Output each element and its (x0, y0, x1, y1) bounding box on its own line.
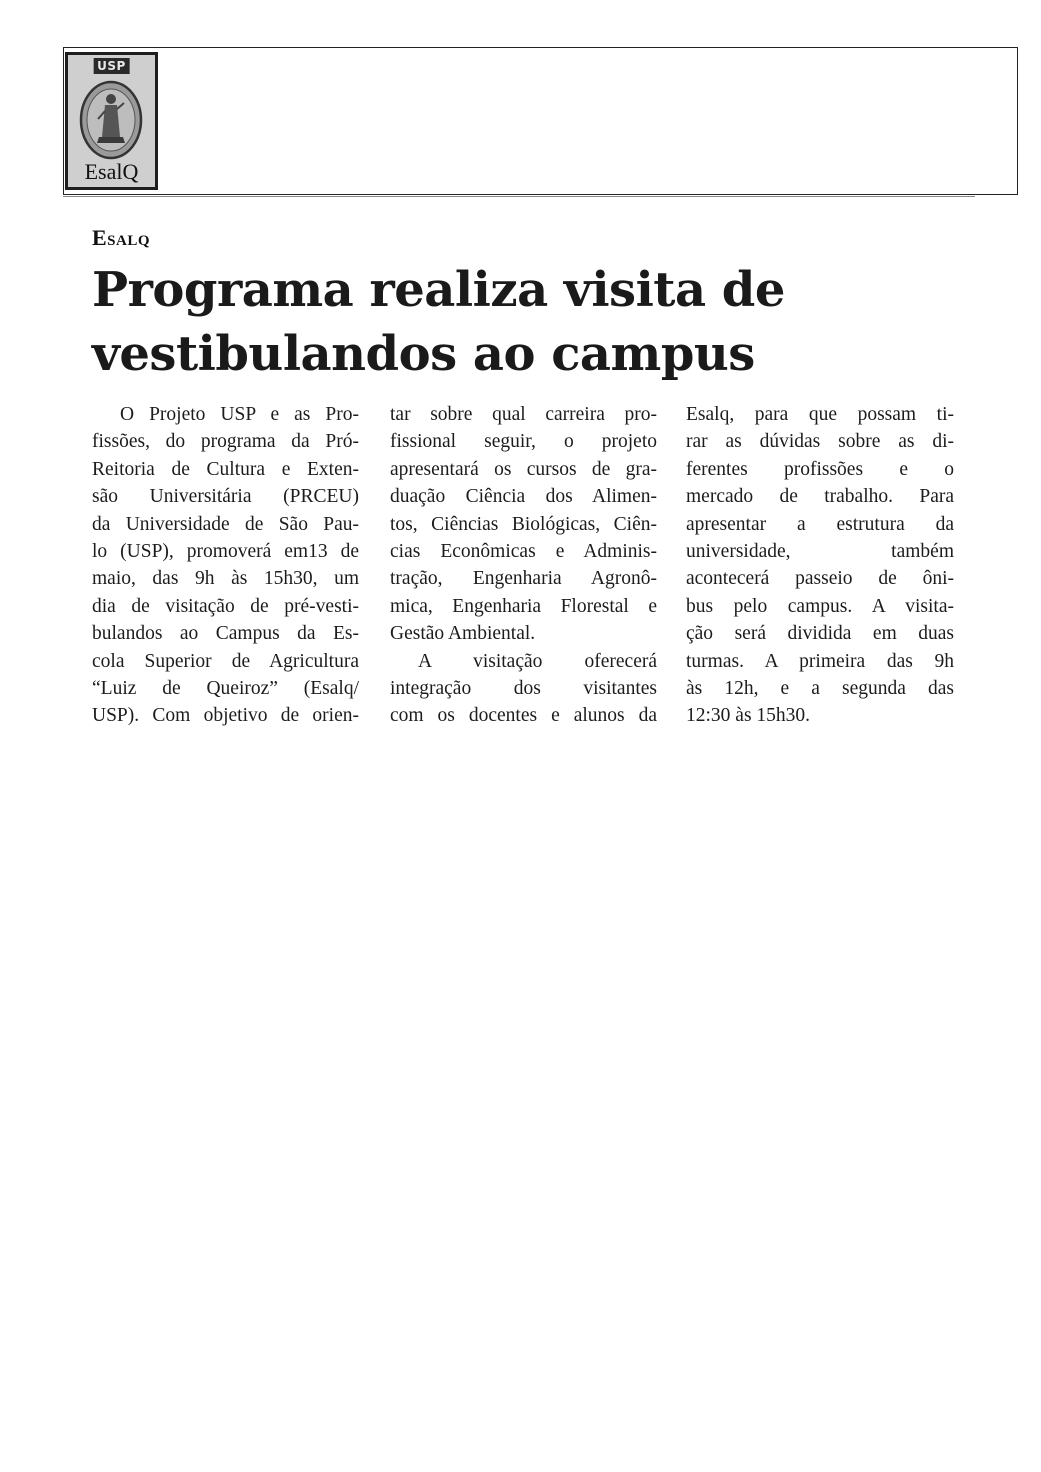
headline-line: vestibulandos ao campus (92, 326, 755, 382)
text-line: apresentar a estrutura da (686, 513, 954, 535)
text-line: mercado de trabalho. Para (686, 486, 954, 508)
header-divider (63, 196, 975, 197)
text-line: USP). Com objetivo de orien- (92, 705, 359, 727)
article-column-2 (390, 401, 657, 730)
text-line: com os docentes e alunos da (390, 705, 657, 727)
text-line: turmas. A primeira das 9h (686, 650, 954, 672)
text-line: mica, Engenharia Florestal e (390, 595, 657, 617)
text-line: rar as dúvidas sobre as di- (686, 431, 954, 453)
text-line: cola Superior de Agricultura (92, 650, 359, 672)
text-line: bulandos ao Campus da Es- (92, 623, 359, 645)
text-line: ferentes profissões e o (686, 458, 954, 480)
usp-esalq-logo (65, 52, 158, 190)
header-frame (63, 47, 1018, 195)
text-line: às 12h, e a segunda das (686, 678, 954, 700)
logo-usp-text: USP (93, 58, 130, 74)
text-line: duação Ciência dos Alimen- (390, 486, 657, 508)
text-line: tos, Ciências Biológicas, Ciên- (390, 513, 657, 535)
text-line: maio, das 9h às 15h30, um (92, 568, 359, 590)
text-line: fissões, do programa da Pró- (92, 431, 359, 453)
text-line: cias Econômicas e Adminis- (390, 541, 657, 563)
text-line: Esalq, para que possam ti- (686, 404, 954, 425)
logo-esalq-text: EsalQ (84, 159, 139, 184)
text-line: “Luiz de Queiroz” (Esalq/ (92, 678, 359, 700)
headline-line: Programa realiza visita de (92, 262, 785, 318)
text-line: são Universitária (PRCEU) (92, 486, 359, 508)
text-line: universidade, também (686, 541, 954, 563)
text-line: integração dos visitantes (390, 678, 657, 700)
text-line: O Projeto USP e as Pro- (120, 404, 359, 425)
text-line: tração, Engenharia Agronô- (390, 568, 657, 590)
article-column-3 (686, 401, 954, 730)
article-column-1 (92, 401, 359, 730)
text-line: apresentará os cursos de gra- (390, 458, 657, 480)
text-line: lo (USP), promoverá em13 de (92, 541, 359, 563)
text-line: fissional seguir, o projeto (390, 431, 657, 453)
seal-figure-icon (77, 79, 145, 161)
text-line: da Universidade de São Pau- (92, 513, 359, 535)
text-line: Gestão Ambiental. (390, 623, 536, 645)
text-line: A visitação oferecerá (418, 650, 657, 672)
headline (92, 258, 972, 386)
text-line: acontecerá passeio de ôni- (686, 568, 954, 590)
text-line: tar sobre qual carreira pro- (390, 404, 657, 425)
text-line: dia de visitação de pré-vesti- (92, 595, 359, 617)
text-line: ção será dividida em duas (686, 623, 954, 645)
text-line: Reitoria de Cultura e Exten- (92, 458, 359, 480)
section-kicker: Esalq (92, 225, 151, 250)
text-line: 12:30 às 15h30. (686, 705, 811, 727)
text-line: bus pelo campus. A visita- (686, 595, 954, 617)
